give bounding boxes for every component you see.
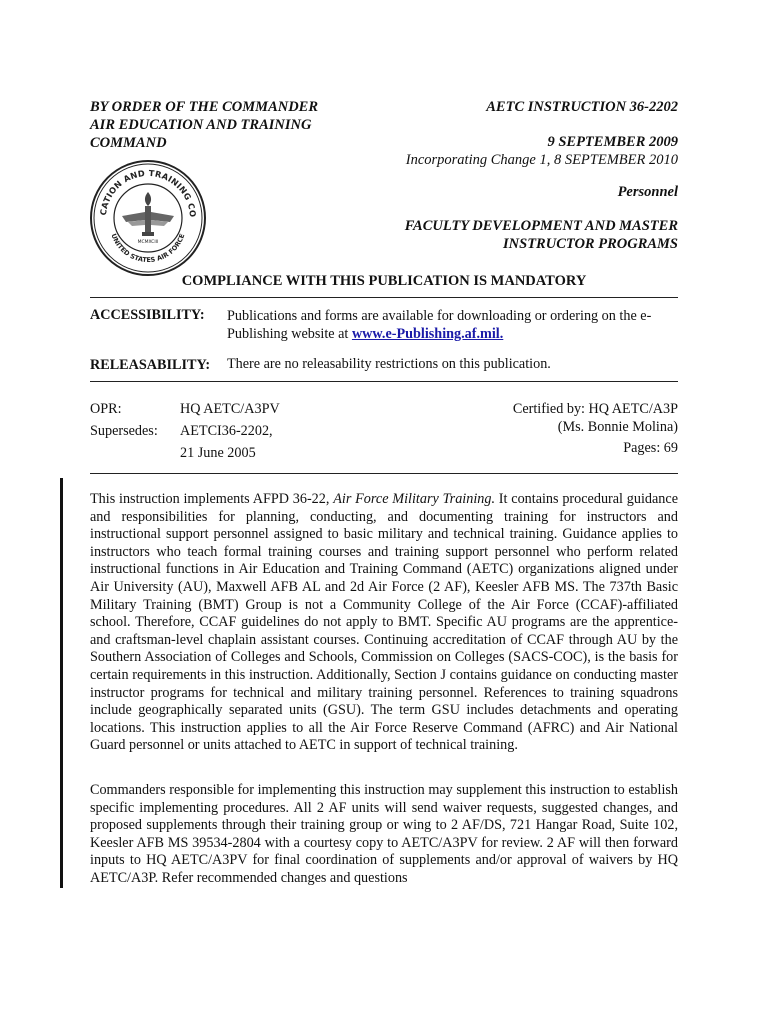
opr-label: OPR: (90, 401, 122, 417)
releasability-text: There are no releasability restrictions on this publication. (227, 356, 551, 372)
seal-top-text: CATION AND TRAINING CO (98, 167, 199, 218)
supersedes-value: AETCI36-2202, (180, 423, 273, 439)
paragraph-1-intro: This instruction implements AFPD 36-22, (90, 491, 334, 507)
category: Personnel (617, 184, 678, 200)
issuing-authority-line-2: AIR EDUCATION AND TRAINING (90, 117, 312, 133)
paragraph-1-rest: It contains procedural guidance and responsibilities for planning, conducting, and documenting training for instructors and instructional support personnel assigned to basic military and technical training. Guidance applies to instructors who teach formal training courses and training support personnel who perform related instructional functions in Air Education and Training Command (AETC) organizations aligned under Air University (AU), Maxwell AFB AL and 2d Air Force (2 AF), Keesler AFB MS. The 737th Basic Military Training (BMT) Group is not a Community College of the Air Force (CCAF)-affiliated school. Therefore, CCAF guidelines do not apply to BMT. Specific AU programs are the apprentice- and craftsman-level chaplain assistant courses. Continuing accreditation of CCAF through AU by the Southern Association of Colleges and Schools, Commission on Colleges (SACS-COC), is the basis for certain requirements in this instruction. Additionally, Section J contains guidance on conducting master instructor programs for technical and military training personnel. References to training squadrons include geographically separated units (GSU). The term GSU includes detachments and operating locations. This instruction applies to all the Air Force Reserve Command (AFRC) and Air National Guard personnel or units attached to AETC in support of technical training. (90, 491, 678, 754)
accessibility-label: ACCESSIBILITY: (90, 307, 205, 323)
seal-emblem-icon (88, 158, 208, 278)
publication-title-line-1: FACULTY DEVELOPMENT AND MASTER (404, 218, 678, 234)
rule-top (90, 297, 678, 298)
seal-year: MCMXCIII (137, 240, 159, 245)
change-note: Incorporating Change 1, 8 SEPTEMBER 2010 (405, 152, 678, 168)
rule-bottom (90, 473, 678, 474)
seal-bottom-text: UNITED STATES AIR FORCE (109, 232, 187, 265)
issuing-authority-line-3: COMMAND (90, 135, 167, 151)
releasability-label: RELEASABILITY: (90, 357, 211, 373)
epublishing-link[interactable]: www.e-Publishing.af.mil. (351, 326, 504, 342)
publication-date: 9 SEPTEMBER 2009 (547, 134, 678, 150)
publication-title (340, 217, 678, 253)
certified-by: Certified by: HQ AETC/A3P (512, 401, 678, 417)
paragraph-1 (90, 491, 678, 755)
paragraph-2: Commanders responsible for implementing this instruction may supplement this instruction to establish specific implementing procedures. All 2 AF units will send waiver requests, suggested changes, and proposed supplements through their training group or wing to 2 AF/DS, 721 Hangar Road, Suite 102, Keesler AFB MS 39534-2804 with a courtesy copy to AETC/A3PV for review. 2 AF will then forward inputs to HQ AETC/A3PV for final coordination of supplements and/or approval of waivers by HQ AETC/A3P. Refer recommended changes and questions (90, 782, 678, 886)
afpd-title: Air Force Military Training. (333, 491, 496, 507)
change-bar (60, 478, 63, 888)
accessibility-line-1: Publications and forms are available for downloading or ordering on the e- (227, 308, 652, 324)
accessibility-text (227, 307, 687, 343)
aetc-seal (88, 158, 208, 278)
rule-middle (90, 381, 678, 382)
svg-text:UNITED STATES AIR FORCE (110, 233, 187, 265)
page-count: Pages: 69 (623, 440, 678, 456)
compliance-statement: COMPLIANCE WITH THIS PUBLICATION IS MANDATORY (181, 273, 587, 289)
supersedes-date: 21 June 2005 (180, 445, 256, 461)
opr-value: HQ AETC/A3PV (180, 401, 280, 417)
certifier-name: (Ms. Bonnie Molina) (557, 419, 678, 435)
instruction-number: AETC INSTRUCTION 36-2202 (486, 99, 678, 115)
supersedes-label: Supersedes: (90, 423, 158, 439)
publication-title-line-2: INSTRUCTOR PROGRAMS (503, 236, 678, 252)
issuing-authority-line-1: BY ORDER OF THE COMMANDER (90, 99, 319, 115)
accessibility-line-2: Publishing website at (227, 326, 352, 342)
svg-text:AIR EDUCATION AND TRAINING COM (88, 158, 198, 218)
issuing-authority (90, 98, 390, 152)
